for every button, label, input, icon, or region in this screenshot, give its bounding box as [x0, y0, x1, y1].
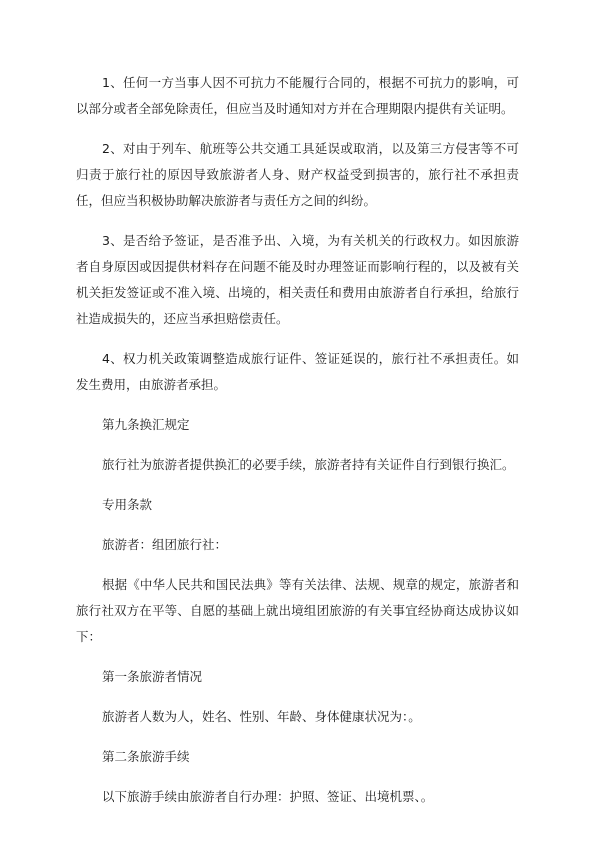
section-heading-article-9: 第九条换汇规定 — [102, 417, 190, 432]
body-paragraph-tourist-info: 旅游者人数为人，姓名、性别、年龄、身体健康状况为：。 — [102, 709, 421, 724]
clause-paragraph-1: 1、任何一方当事人因不可抗力不能履行合同的，根据不可抗力的影响，可以部分或者全部免除责任，但应当及时通知对方并在合理期限内提供有关证明。 — [76, 75, 519, 116]
section-heading-special-terms: 专用条款 — [102, 497, 153, 512]
clause-paragraph-3: 3、是否给予签证，是否准予出、入境，为有关机关的行政权力。如因旅游者自身原因或因提供材料存在问题不能及时办理签证而影响行程的，以及被有关机关拒发签证或不准入境、出境的，相关责任和费用由旅游者自行承担，给旅行社造成损失的，还应当承担赔偿责任。 — [76, 233, 519, 326]
section-heading-article-1: 第一条旅游者情况 — [102, 669, 203, 684]
body-paragraph-procedures: 以下旅游手续由旅游者自行办理：护照、签证、出境机票、。 — [102, 789, 434, 804]
parties-line: 旅游者：组团旅行社： — [102, 537, 228, 552]
body-paragraph-agreement: 根据《中华人民共和国民法典》等有关法律、法规、规章的规定，旅游者和旅行社双方在平等、自愿的基础上就出境组团旅游的有关事宜经协商达成协议如下： — [76, 577, 519, 644]
clause-paragraph-4: 4、权力机关政策调整造成旅行证件、签证延误的，旅行社不承担责任。如发生费用，由旅游者承担。 — [76, 351, 519, 392]
clause-paragraph-2: 2、对由于列车、航班等公共交通工具延误或取消，以及第三方侵害等不可归责于旅行社的原因导致旅游者人身、财产权益受到损害的，旅行社不承担责任，但应当积极协助解决旅游者与责任方之间的纠纷。 — [76, 141, 519, 208]
section-heading-article-2: 第二条旅游手续 — [102, 749, 190, 764]
body-paragraph-exchange: 旅行社为旅游者提供换汇的必要手续，旅游者持有关证件自行到银行换汇。 — [102, 457, 515, 472]
